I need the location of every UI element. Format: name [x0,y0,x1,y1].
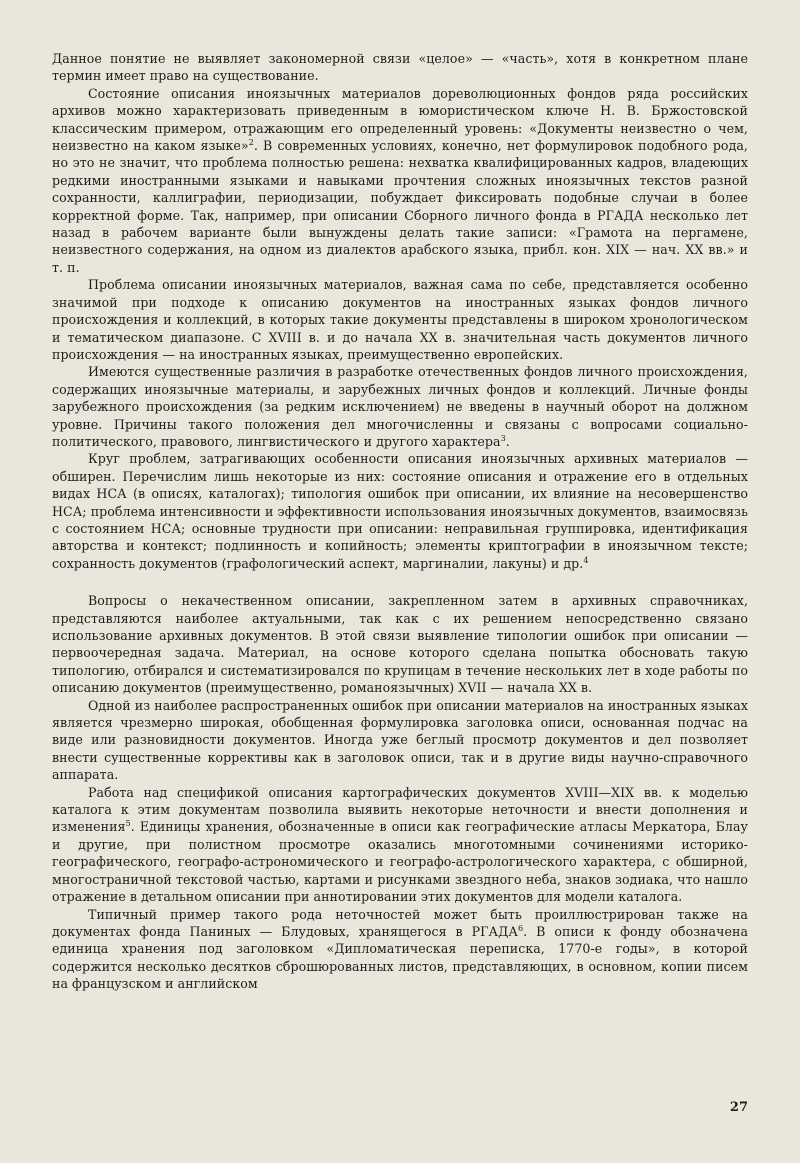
paragraph: Имеются существенные различия в разработке отечественных фондов личного происхождения, содержащих иноязычные материалы, и зарубежных личных фондов и коллекций. Личные фонды зарубежного происхождения (за редким исключением) не введены в научный оборот на должном уровне. Причины такого положения дел многочисленны и связаны с вопросами социально-политического, правового, лингвистического и другого характера$^3$. [52,364,748,449]
body-text [52,50,748,993]
footnote-ref: 4 [583,555,589,565]
paragraph: Одной из наиболее распространенных ошибок при описании материалов на иностранных языках является чрезмерно широкая, обобщенная формулировка заголовка описи, основанная подчас на виде или разновидности документов. Иногда уже беглый просмотр документов и дел позволяет внести существенные коррективы как в заголовок описи, так и в другие виды научно-справочного аппарата. [52,697,748,783]
paragraph: Круг проблем, затрагивающих особенности описания иноязычных архивных материалов — обширен. Перечислим лишь некоторые из них: состояние описания и отражение его в отдельных видах НСА (в описях, каталогах); типология ошибок при описании, их влияние на несовершенство НСА; проблема интенсивности и эффективности использования иноязычных документов, взаимосвязь с состоянием НСА; основные трудности при описании: неправильная группировка, идентификация авторства и контекст; подлинность и копийность; элементы криптографии в иноязычном тексте; сохранность документов (графологический аспект, маргиналии, лакуны) и др.$^4$ [52,451,748,571]
footnote-ref: 3 [500,433,506,443]
paragraph: Данное понятие не выявляет закономерной связи «целое» — «часть», хотя в конкретном плане термин имеет право на существование. [52,51,748,84]
paragraph: Проблема описании иноязычных материалов, важная сама по себе, представляется особенно значимой при подходе к описанию документов на иностранных языках фондов личного происхождения и коллекций, в которых такие документы представлены в широком хронологическом и тематическом диапазоне. С XVIII в. и до начала XX в. значительная часть документов личного происхождения — на иностранных языках, преимущественно европейских. [52,277,748,362]
paragraph: Вопросы о некачественном описании, закрепленном затем в архивных справочниках, представляются наиболее актуальными, так как с их решением непосредственно связано использование архивных документов. В этой связи выявление типологии ошибок при описании — первоочередная задача. Материал, на основе которого сделана попытка обосновать такую типологию, отбирался и систематизировался по крупицам в течение нескольких лет в ходе работы по описанию документов (преимущественно, романоязычных) XVII — начала XX в. [52,593,748,696]
page-number: 27 [729,1100,748,1115]
footnote-ref: 6 [517,923,524,933]
footnote-ref: 2 [248,137,254,147]
paragraph: Работа над спецификой описания картографических документов XVIII—XIX вв. к моделью каталога к этим документам позволила выявить некоторые неточности и внести дополнения и изменения$^5$. Единицы хранения, обозначенные в описи как географические атласы Меркатора, Блау и другие, при полистном просмотре оказались многотомными сочинениями историко-географического, географо-астрономического и географо-астрологического характера, с обширной, многостраничной текстовой частью, картами и рисунками звездного неба, знаков зодиака, что нашло отражение в детальном описании при аннотировании этих документов для модели каталога. [52,784,748,905]
footnote-ref: 5 [125,819,131,829]
paragraph: Состояние описания иноязычных материалов дореволюционных фондов ряда российских архивов можно характеризовать приведенным в юмористическом ключе Н. В. Бржостовской классическим примером, отражающим его определенный уровень: «Документы неизвестно о чем, неизвестно на каком языке»$^2$. В современных условиях, конечно, нет формулировок подобного рода, но это не значит, что проблема полностью решена: нехватка квалифицированных кадров, владеющих редкими иностранными языками и навыками прочтения сложных иноязычных текстов разной сохранности, каллиграфии, периодизации, побуждает фиксировать подобные случаи в более корректной форме. Так, например, при описании Сборного личного фонда в РГАДА несколько лет назад в рабочем варианте были вынуждены делать такие записи: «Грамота на пергамене, неизвестного содержания, на одном из диалектов арабского языка, прибл. кон. XIX — нач. XX вв.» и т. п. [52,85,748,275]
paragraph: Типичный пример такого рода неточностей может быть проиллюстрирован также на документах фонда Паниных — Блудовых, хранящегося в РГАДА$^6$. В описи к фонду обозначена единица хранения под заголовком «Дипломатическая переписка, 1770-е годы», в которой содержится несколько десятков сброшюрованных листов, представляющих, в основном, копии писем на французском и английском [52,906,748,992]
